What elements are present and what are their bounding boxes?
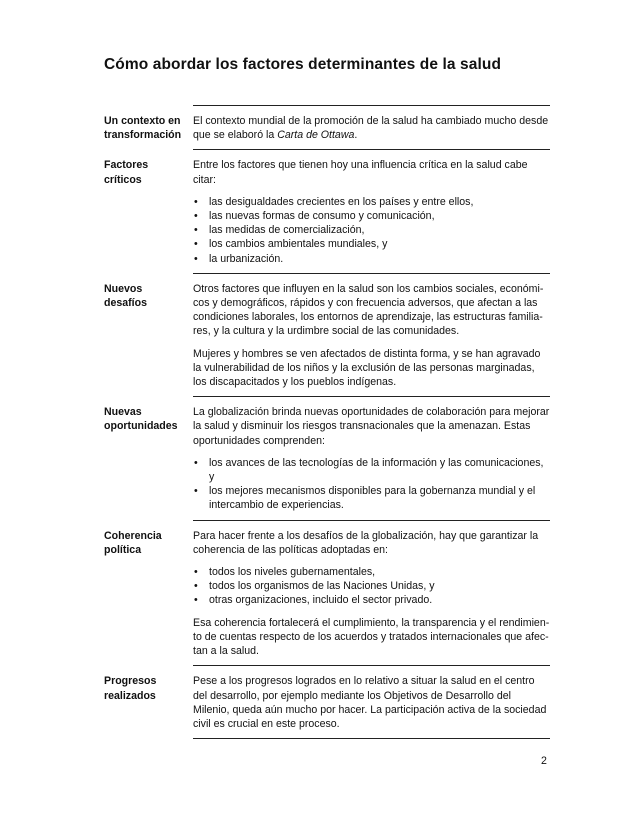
table-row [104,520,550,666]
list-item: • las nuevas formas de consumo y comunicación, [193,209,550,223]
row-content [193,149,550,272]
page-number: 2 [541,755,547,767]
row-label: Coherencia política [104,529,162,556]
table-row [104,149,550,272]
table-row [104,665,550,739]
list-item: • todos los niveles gubernamentales, [193,565,550,579]
list-item: • los mejores mecanismos disponibles para la gobernanza mundial y el intercambio de experiencias. [193,484,550,512]
paragraph: Pese a los progresos logrados en lo relativo a situar la salud en el centro del desarrollo, por ejemplo mediante los Objetivos de Desarrollo del Milenio, queda aún mucho por hacer. La participación activa de la sociedad civil es crucial en este proceso. [193,675,547,730]
content-table [104,105,550,739]
list-item: • las medidas de comercialización, [193,223,550,237]
page-title: Cómo abordar los factores determinantes de la salud [104,56,502,73]
row-content [193,520,550,666]
bullet-list [193,195,550,266]
row-content [193,105,550,149]
table-row [104,105,550,149]
row-content [193,396,550,519]
list-item: • la urbanización. [193,252,550,266]
paragraph: Mujeres y hombres se ven afectados de distinta forma, y se han agravado la vulnerabilidad de los niños y la exclusión de las personas marginadas, los discapacitados y los pueblos indígenas. [193,347,541,389]
row-label: Progresos realizados [104,675,157,702]
row-label: Nuevos desafíos [104,282,147,310]
row-content [193,665,550,739]
paragraph: Para hacer frente a los desafíos de la globalización, hay que garantizar la coherencia de las políticas adoptadas en: [193,529,539,556]
row-label: Factores críticos [104,159,149,186]
paragraph: El contexto mundial de la promoción de la salud ha cambiado mucho desde que se elaboró la Carta de Ottawa. [193,115,549,142]
row-content [193,273,550,396]
table-row [104,396,550,519]
list-item: • los cambios ambientales mundiales, y [193,237,550,251]
italic-text: Carta de Ottawa [277,129,355,142]
bullet-list [193,456,550,513]
list-item: • todos los organismos de las Naciones Unidas, y [193,579,550,593]
row-label: Nuevas oportunidades [104,406,178,433]
table-row [104,273,550,396]
paragraph: Esa coherencia fortalecerá el cumplimiento, la transparencia y el rendimien-to de cuentas respecto de los acuerdos y tratados internacionales que afec-tan a la salud. [193,616,550,658]
row-label: Un contexto en transformación [104,115,182,142]
paragraph: La globalización brinda nuevas oportunidades de colaboración para mejorar la salud y disminuir los riesgos transnacionales que la amenazan. Estas oportunidades comprenden: [193,406,550,447]
paragraph: Otros factores que influyen en la salud son los cambios sociales, económi-cos y demográficos, rápidos y con frecuencia adversos, que afectan a las condiciones laborales, los entornos de aprendizaje, las estructuras familia-res, y la cultura y la urdimbre social de las comunidades. [193,282,544,338]
list-item: • otras organizaciones, incluido el sector privado. [193,593,550,607]
list-item: • las desigualdades crecientes en los países y entre ellos, [193,195,550,209]
bullet-list [193,565,550,608]
list-item: • los avances de las tecnologías de la información y las comunicaciones, y [193,456,550,484]
paragraph: Entre los factores que tienen hoy una influencia crítica en la salud cabe citar: [193,159,528,186]
